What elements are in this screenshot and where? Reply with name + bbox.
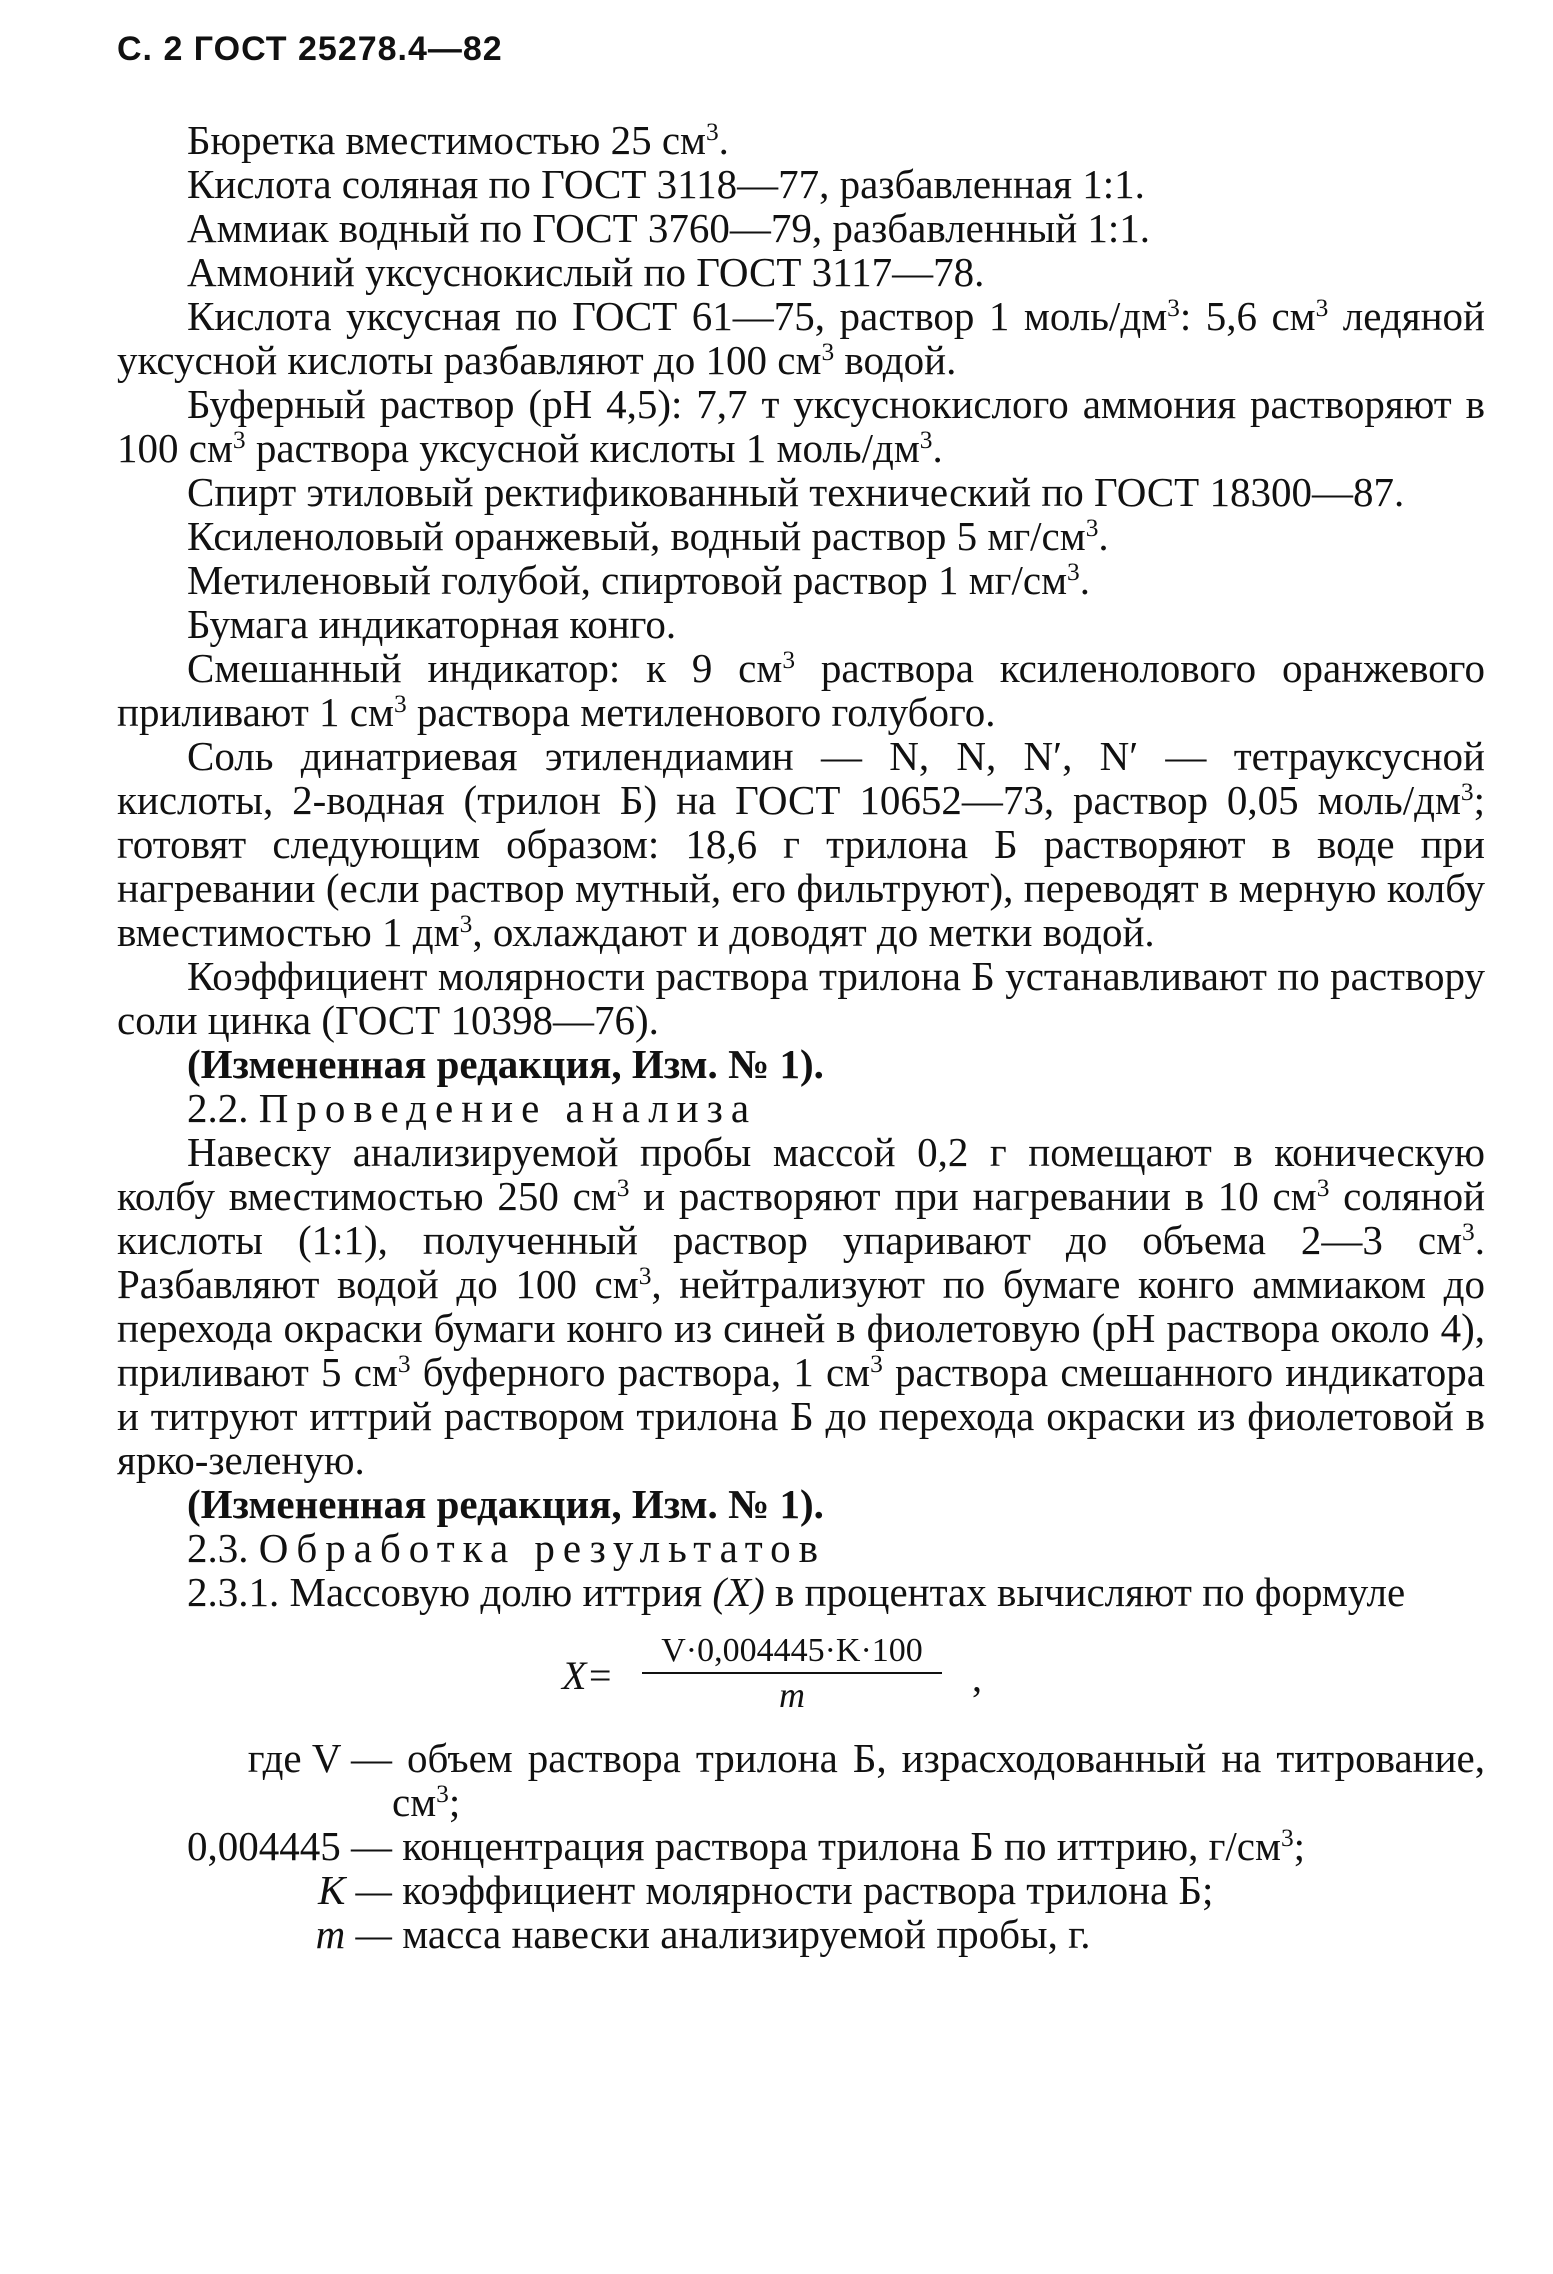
document-body — [117, 118, 1485, 1956]
definition-symbol: K — — [317, 1867, 392, 1913]
paragraph: Бюретка вместимостью 25 $см^3$. — [187, 117, 729, 163]
definition-row — [117, 1912, 1485, 1956]
page-header: С. 2 ГОСТ 25278.4—82 — [117, 30, 503, 68]
paragraph: Смешанный индикатор: к 9 $см^3$ раствора ксиленолового оранжевого приливают 1 $см^3$ раствора метиленового голубого. — [117, 645, 1485, 735]
paragraph: 2.3.1. Массовую долю иттрия (X) в процентах вычисляют по формуле — [187, 1569, 1406, 1615]
paragraph: Буферный раствор (рН 4,5): 7,7 т уксуснокислого аммония растворяют в 100 $см^3$ раствора уксусной кислоты 1 моль/$дм^3$. — [117, 381, 1485, 471]
paragraph: Аммиак водный по ГОСТ 3760—79, разбавленный 1:1. — [187, 205, 1151, 251]
paragraph: Аммоний уксуснокислый по ГОСТ 3117—78. — [187, 249, 985, 295]
formula — [117, 1632, 1485, 1728]
paragraph: Навеску анализируемой пробы массой 0,2 г помещают в коническую колбу вместимостью 250 $см^3$ и растворяют при нагревании в 10 $см^3$ соляной кислоты (1:1), полученный раствор упаривают до объема 2—3 $см^3$. Разбавляют водой до 100 $см^3$, нейтрализуют по бумаге конго аммиаком до перехода окраски бумаги конго из синей в фиолетовую (рН раствора около 4), приливают 5 $см^3$ буферного раствора, 1 $см^3$ раствора смешанного индикатора и титруют иттрий раствором трилона Б до перехода окраски из фиолетовой в ярко-зеленую. — [117, 1129, 1486, 1483]
definition-symbol: 0,004445 — — [187, 1823, 392, 1869]
definition-text: масса навески анализируемой пробы, г. — [402, 1911, 1091, 1957]
definition-row — [117, 1824, 1485, 1868]
formula-denominator: m — [779, 1675, 805, 1715]
paragraph: Кислота уксусная по ГОСТ 61—75, раствор 1 моль/$дм^3$: 5,6 $см^3$ ледяной уксусной кислоты разбавляют до 100 $см^3$ водой. — [117, 293, 1485, 383]
section-heading: 2.2. Проведение анализа — [187, 1085, 758, 1131]
paragraph: Метиленовый голубой, спиртовой раствор 1 $мг/см^3$. — [187, 557, 1090, 603]
paragraph: Спирт этиловый ректификованный технический по ГОСТ 18300—87. — [187, 469, 1405, 515]
paragraph: Бумага индикаторная конго. — [187, 601, 677, 647]
section-heading: 2.3. Обработка результатов — [187, 1525, 827, 1571]
definition-text: объем раствора трилона Б, израсходованный на титрование, $см^3$; — [392, 1735, 1485, 1825]
formula-numerator: V·0,004445·K·100 — [642, 1632, 942, 1674]
paragraph: Кислота соляная по ГОСТ 3118—77, разбавленная 1:1. — [187, 161, 1145, 207]
formula-lhs: X= — [562, 1653, 614, 1698]
paragraph: Коэффициент молярности раствора трилона Б устанавливают по раствору соли цинка (ГОСТ 10398—76). — [117, 953, 1485, 1043]
amendment-note: (Измененная редакция, Изм. № 1). — [187, 1041, 824, 1087]
definition-text: концентрация раствора трилона Б по иттрию, $г/см^3$; — [402, 1823, 1306, 1869]
definition-row — [117, 1868, 1485, 1912]
formula-fraction — [642, 1632, 942, 1716]
definition-symbol: m — — [315, 1911, 392, 1957]
definition-row — [117, 1736, 1485, 1824]
definition-text: коэффициент молярности раствора трилона Б; — [402, 1867, 1214, 1913]
paragraph: Ксиленоловый оранжевый, водный раствор 5 $мг/см^3$. — [187, 513, 1109, 559]
amendment-note: (Измененная редакция, Изм. № 1). — [187, 1481, 824, 1527]
definitions-list — [117, 1736, 1485, 1956]
definition-symbol: где V — — [247, 1735, 392, 1781]
formula-comma: , — [972, 1655, 982, 1700]
paragraph: Соль динатриевая этилендиамин — N, N, N′, N′ — тетрауксусной кислоты, 2-водная (трилон Б) на ГОСТ 10652—73, раствор 0,05 моль/$дм^3$; готовят следующим образом: 18,6 г трилона Б растворяют в воде при нагревании (если раствор мутный, его фильтруют), переводят в мерную колбу вместимостью 1 $дм^3$, охлаждают и доводят до метки водой. — [117, 733, 1485, 955]
